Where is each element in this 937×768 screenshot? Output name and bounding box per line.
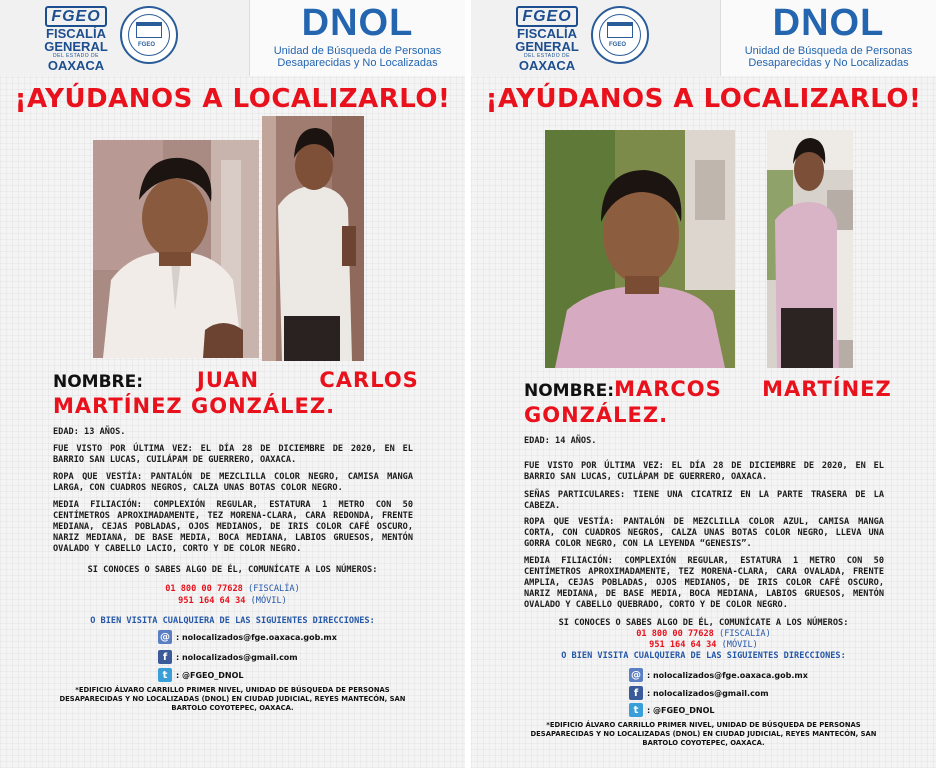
- phone-fiscalia[interactable]: [471, 629, 936, 640]
- poster-title: ¡AYÚDANOS A LOCALIZARLO!: [14, 84, 451, 114]
- twitter-handle: : @FGEO_DNOL: [176, 670, 244, 680]
- dnol-logo: DNOL: [301, 2, 414, 44]
- fgeo-header-block: [0, 0, 250, 76]
- dnol-subtitle-line1: Unidad de Búsqueda de Personas: [273, 45, 442, 57]
- twitter-contact[interactable]: [629, 703, 715, 717]
- person-name: [524, 377, 892, 427]
- visit-text: O BIEN VISITA CUALQUIERA DE LAS SIGUIENTES DIRECCIONES:: [90, 616, 375, 626]
- person-photo-fullbody: [262, 116, 364, 361]
- clothing-text: ROPA QUE VESTÍA: PANTALÓN DE MEZCLILLA COLOR AZUL, CAMISA MANGA CORTA, CON CUADROS NEGROS, CALZA UNAS BOTAS COLOR NEGRO, LLEVA UNA GORRA COLOR NEGRO, CON LA LEYENDA “GENESIS”.: [524, 517, 884, 549]
- description-text: MEDIA FILIACIÓN: COMPLEXIÓN REGULAR, ESTATURA 1 METRO CON 50 CENTÍMETROS APROXIMADAMENTE, TEZ MORENA-CLARA, CARA REDONDA, FRENTE MEDIANA, CEJAS POBLADAS, OJOS MEDIANOS, DE IRIS COLOR CAFÉ OSCURO, NARIZ MEDIANA, DE BASE MEDIA, BOCA MEDIANA, LABIOS GRUESOS, MENTÓN OVALADO Y CABELLO LACIO, CORTO Y DE COLOR NEGRO.: [53, 500, 413, 554]
- fgeo-header-block: [471, 0, 721, 76]
- phone-fiscalia[interactable]: [0, 584, 465, 595]
- fgeo-logo-line2: GENERAL: [515, 39, 579, 54]
- person-photo-closeup: [545, 130, 735, 368]
- person-photo-closeup: [93, 140, 259, 358]
- phone-fiscalia-number: 01 800 00 77628: [636, 629, 714, 639]
- call-to-action: SI CONOCES O SABES ALGO DE ÉL, COMUNÍCATE A LOS NÚMEROS:: [87, 565, 378, 575]
- dnol-header-block: [721, 0, 936, 76]
- phone-mobile-label: (MÓVIL): [250, 596, 287, 606]
- email-contact[interactable]: [629, 668, 808, 682]
- fgeo-logo-line4: OAXACA: [518, 58, 576, 73]
- fgeo-logo-line3: DEL ESTADO DE: [53, 53, 99, 59]
- dnol-logo: DNOL: [772, 2, 885, 44]
- twitter-icon: t: [629, 703, 643, 717]
- dnol-subtitle-line2: Desaparecidas y No Localizadas: [277, 57, 438, 69]
- phone-mobile-number: 951 164 64 34: [178, 596, 246, 606]
- email-icon: @: [160, 631, 170, 643]
- name-line1: MARCOS MARTÍNEZ: [614, 377, 892, 401]
- missing-person-poster-right: [471, 0, 936, 768]
- fgeo-logo: [511, 6, 583, 72]
- name-label: NOMBRE:: [524, 381, 615, 401]
- person-photo-fullbody: [767, 130, 853, 368]
- phone-mobile-label: (MÓVIL): [721, 640, 758, 650]
- person-age: EDAD: 14 AÑOS.: [524, 436, 597, 446]
- email-address: : nolocalizados@fge.oaxaca.gob.mx: [647, 670, 808, 680]
- name-line1-text: JUAN CARLOS: [197, 368, 419, 392]
- twitter-icon: t: [158, 668, 172, 682]
- fgeo-logo-line1: FISCALÍA: [517, 26, 577, 41]
- fgeo-logo-line1: FISCALÍA: [46, 26, 106, 41]
- phone-fiscalia-label: (FISCALÍA): [719, 629, 771, 639]
- twitter-contact[interactable]: [158, 668, 244, 682]
- description-text: MEDIA FILIACIÓN: COMPLEXIÓN REGULAR, ESTATURA 1 METRO CON 50 CENTÍMETROS APROXIMADAMENTE, TEZ MORENA-CLARA, CARA OVALADA, FRENTE AMPLIA, CEJAS POBLADAS, OJOS MEDIANOS, DE IRIS COLOR CAFÉ OSCURO, NARIZ MEDIANA, DE BASE MEDIA, BOCA MEDIANA, LABIOS GRUESOS, MENTÓN OVALADO Y CABELLO QUEBRADO, CORTO Y DE COLOR NEGRO.: [524, 556, 884, 610]
- poster-title: ¡AYÚDANOS A LOCALIZARLO!: [485, 84, 922, 114]
- fgeo-logo-line2: GENERAL: [44, 39, 108, 54]
- name-line1: [197, 368, 419, 392]
- phone-fiscalia-label: (FISCALÍA): [248, 584, 300, 594]
- fgeo-logo: [40, 6, 112, 72]
- dnol-subtitle-line2: Desaparecidas y No Localizadas: [748, 57, 909, 69]
- last-seen-text: FUE VISTO POR ÚLTIMA VEZ: EL DÍA 28 DE DICIEMBRE DE 2020, EN EL BARRIO SAN LUCAS, CUILÁPAM DE GUERRERO, OAXACA.: [53, 444, 413, 465]
- phone-mobile-number: 951 164 64 34: [649, 640, 717, 650]
- dnol-header-block: [250, 0, 465, 76]
- phone-mobile[interactable]: [471, 640, 936, 651]
- email-address: : nolocalizados@fge.oaxaca.gob.mx: [176, 632, 337, 642]
- phone-mobile[interactable]: [0, 596, 465, 607]
- person-name: [53, 368, 419, 418]
- fgeo-logo-mark: FGEO: [45, 6, 106, 27]
- address-footer: *EDIFICIO ÁLVARO CARRILLO PRIMER NIVEL, UNIDAD DE BÚSQUEDA DE PERSONAS DESAPARECIDAS Y NO LOCALIZADAS (DNOL) EN CIUDAD JUDICIAL, REYES MANTECÓN, SAN BARTOLO COYOTEPEC, OAXACA.: [530, 721, 877, 747]
- poster-header: [0, 0, 465, 76]
- fgeo-logo-line4: OAXACA: [47, 58, 105, 73]
- visit-text: O BIEN VISITA CUALQUIERA DE LAS SIGUIENTES DIRECCIONES:: [561, 651, 846, 661]
- seal-tag: FGEO: [609, 42, 627, 48]
- missing-person-poster-left: [0, 0, 465, 768]
- dnol-subtitle-line1: Unidad de Búsqueda de Personas: [744, 45, 913, 57]
- facebook-icon: f: [629, 686, 643, 700]
- person-age: EDAD: 13 AÑOS.: [53, 427, 126, 437]
- special-marks-text: SEÑAS PARTICULARES: TIENE UNA CICATRIZ EN LA PARTE TRASERA DE LA CABEZA.: [524, 490, 884, 511]
- name-line2: MARTÍNEZ GONZÁLEZ.: [53, 394, 336, 418]
- poster-header: [471, 0, 936, 76]
- name-label: NOMBRE:: [53, 372, 144, 392]
- dnol-subtitle: [721, 45, 936, 69]
- email-icon: @: [631, 669, 641, 681]
- name-line2: GONZÁLEZ.: [524, 403, 669, 427]
- clothing-text: ROPA QUE VESTÍA: PANTALÓN DE MEZCLILLA COLOR NEGRO, CAMISA MANGA LARGA, CON CUADROS NEGROS, CALZA UNAS BOTAS COLOR NEGRO.: [53, 472, 413, 493]
- email-contact[interactable]: [158, 630, 337, 644]
- fgeo-logo-line3: DEL ESTADO DE: [524, 53, 570, 59]
- fgeo-logo-mark: FGEO: [516, 6, 577, 27]
- call-to-action: SI CONOCES O SABES ALGO DE ÉL, COMUNÍCATE A LOS NÚMEROS:: [558, 618, 849, 628]
- facebook-contact[interactable]: [158, 650, 298, 664]
- facebook-address: : nolocalizados@gmail.com: [647, 688, 769, 698]
- address-footer: *EDIFICIO ÁLVARO CARRILLO PRIMER NIVEL, UNIDAD DE BÚSQUEDA DE PERSONAS DESAPARECIDAS Y NO LOCALIZADAS (DNOL) EN CIUDAD JUDICIAL, REYES MANTECÓN, SAN BARTOLO COYOTEPEC, OAXACA.: [59, 686, 406, 712]
- seal-tag: FGEO: [138, 42, 156, 48]
- facebook-address: : nolocalizados@gmail.com: [176, 652, 298, 662]
- facebook-contact[interactable]: [629, 686, 769, 700]
- phone-fiscalia-number: 01 800 00 77628: [165, 584, 243, 594]
- facebook-icon: f: [158, 650, 172, 664]
- last-seen-text: FUE VISTO POR ÚLTIMA VEZ: EL DÍA 28 DE DICIEMBRE DE 2020, EN EL BARRIO SAN LUCAS, CUILÁPAM DE GUERRERO, OAXACA.: [524, 461, 884, 482]
- fiscalia-seal-icon: [591, 6, 649, 64]
- dnol-subtitle: [250, 45, 465, 69]
- twitter-handle: : @FGEO_DNOL: [647, 705, 715, 715]
- fiscalia-seal-icon: [120, 6, 178, 64]
